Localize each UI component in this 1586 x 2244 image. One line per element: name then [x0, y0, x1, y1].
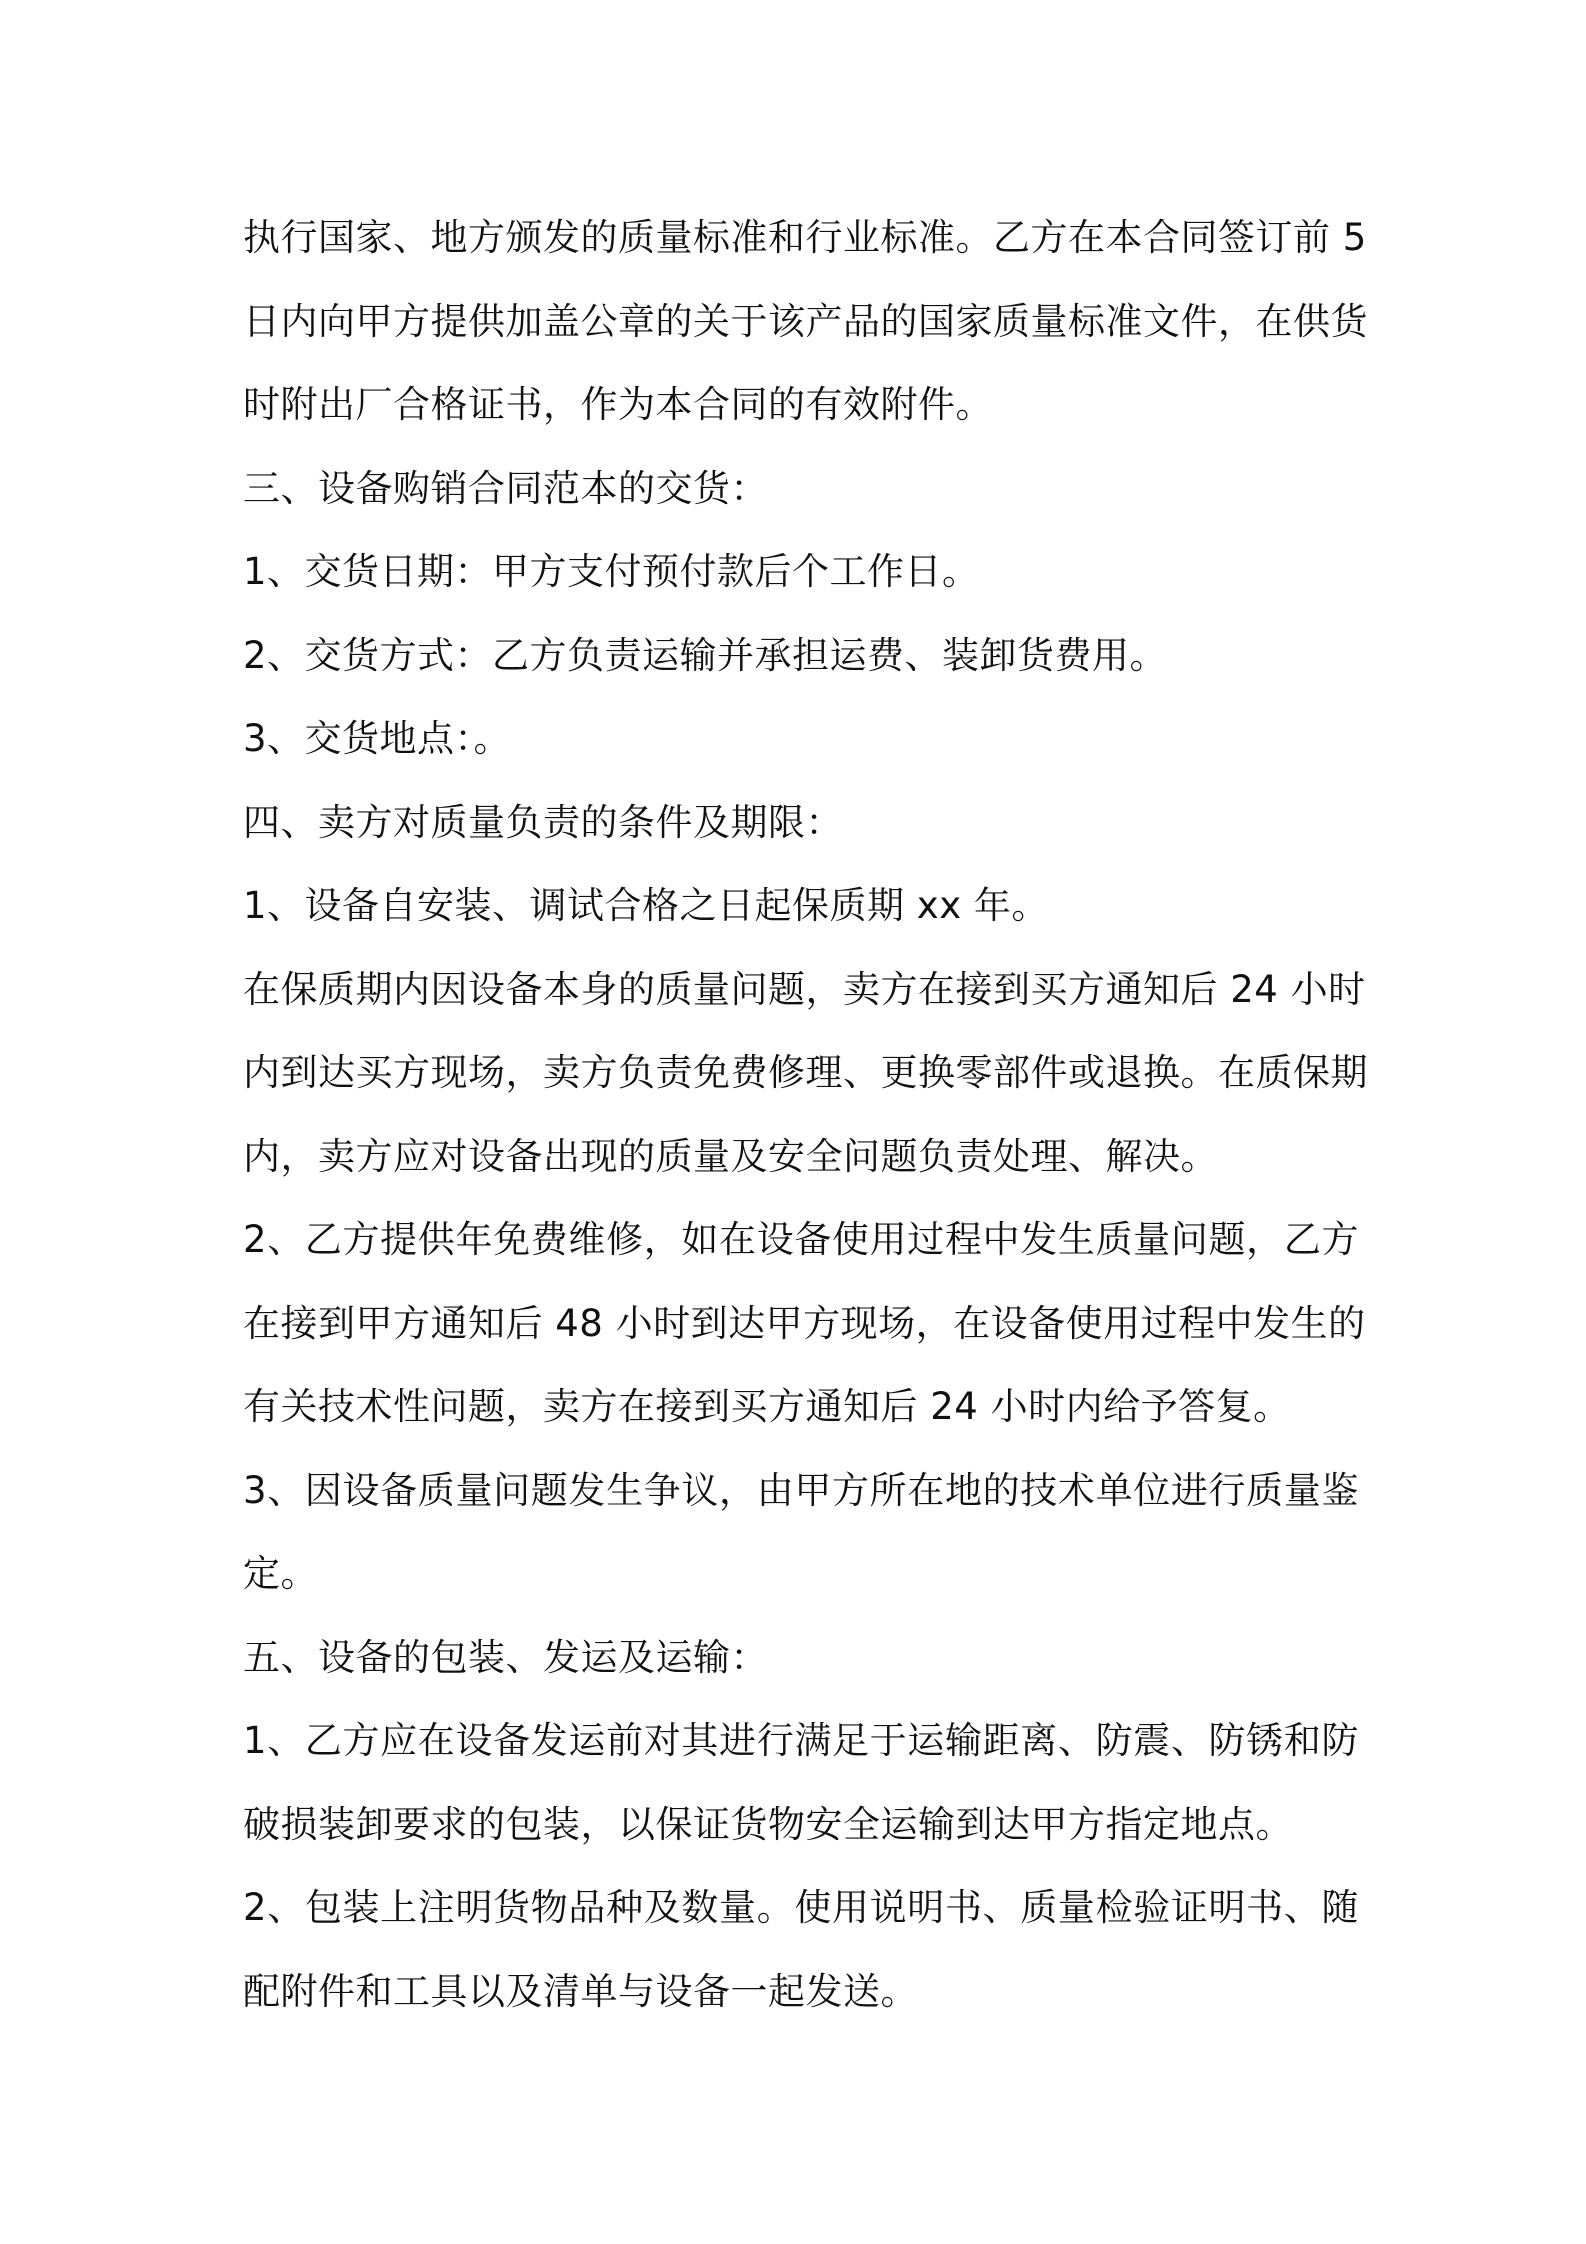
text-line: 2、交货方式：乙方负责运输并承担运费、装卸货费用。 — [243, 633, 1168, 677]
text-line: 1、乙方应在设备发运前对其进行满足于运输距离、防震、防锈和防 — [243, 1719, 1359, 1762]
text-line: 定。 — [243, 1552, 318, 1595]
text-line: 1、设备自安装、调试合格之日起保质期 xx 年。 — [243, 884, 1049, 927]
text-line: 3、因设备质量问题发生争议，由甲方所在地的技术单位进行质量鉴 — [243, 1468, 1359, 1512]
text-line: 内到达买方现场，卖方负责免费修理、更换零部件或退换。在质保期 — [243, 1051, 1368, 1094]
text-line: 执行国家、地方颁发的质量标准和行业标准。乙方在本合同签订前 5 — [243, 216, 1367, 259]
text-line: 破损装卸要求的包装，以保证货物安全运输到达甲方指定地点。 — [243, 1802, 1293, 1846]
text-line: 在接到甲方通知后 48 小时到达甲方现场，在设备使用过程中发生的 — [243, 1301, 1366, 1345]
text-line: 1、交货日期：甲方支付预付款后个工作日。 — [243, 550, 980, 593]
text-line: 配附件和工具以及清单与设备一起发送。 — [243, 1969, 918, 2013]
text-line: 内，卖方应对设备出现的质量及安全问题负责处理、解决。 — [243, 1134, 1218, 1178]
document-body — [243, 196, 1368, 2033]
section-heading-quality-conditions: 四、卖方对质量负责的条件及期限： — [243, 800, 843, 844]
text-line: 2、包装上注明货物品种及数量。使用说明书、质量检验证明书、随 — [243, 1886, 1359, 1929]
text-line: 时附出厂合格证书，作为本合同的有效附件。 — [243, 383, 993, 426]
text-line: 日内向甲方提供加盖公章的关于该产品的国家质量标准文件，在供货 — [243, 299, 1368, 343]
text-line: 在保质期内因设备本身的质量问题，卖方在接到买方通知后 24 小时 — [243, 967, 1366, 1011]
text-line: 3、交货地点：。 — [243, 717, 512, 760]
text-line: 有关技术性问题，卖方在接到买方通知后 24 小时内给予答复。 — [243, 1385, 1291, 1428]
text-line: 2、乙方提供年免费维修，如在设备使用过程中发生质量问题，乙方 — [243, 1218, 1359, 1261]
section-heading-packaging: 五、设备的包装、发运及运输： — [243, 1635, 768, 1679]
section-heading-delivery: 三、设备购销合同范本的交货： — [243, 466, 768, 510]
